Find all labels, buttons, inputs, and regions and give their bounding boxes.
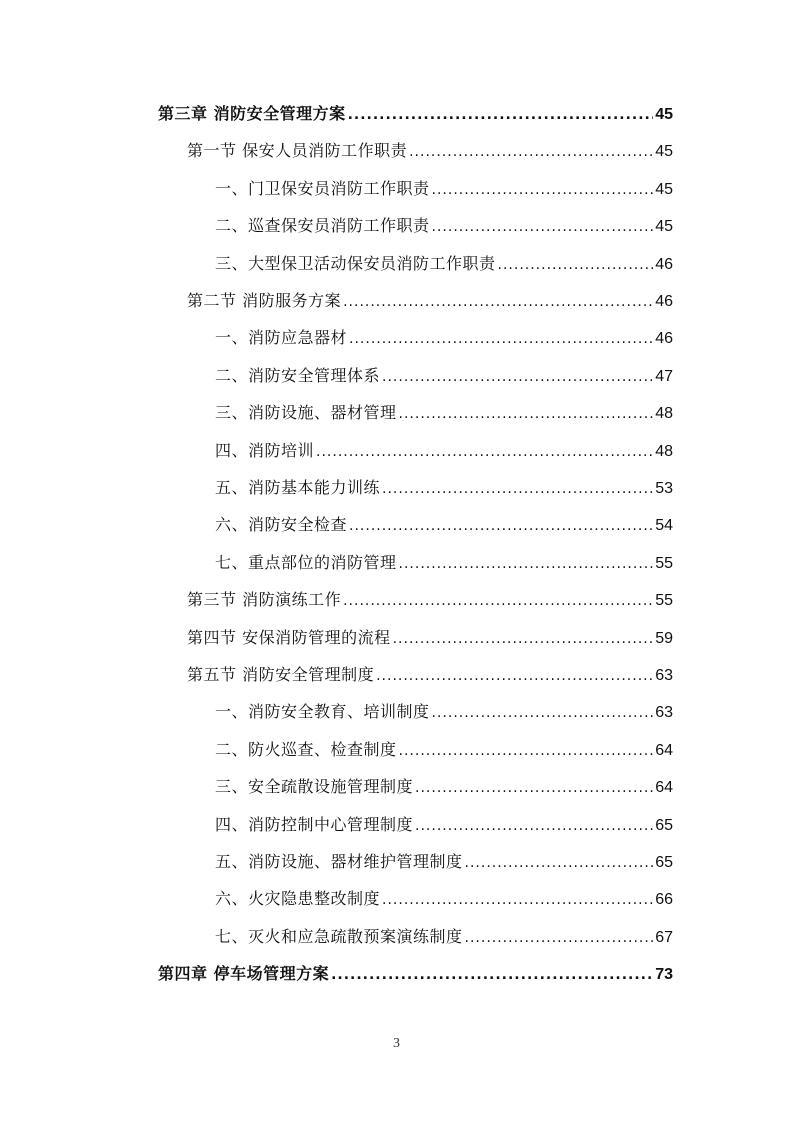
toc-entry-page: 47 [655,367,673,385]
toc-entry-title: 二、防火巡查、检查制度 [215,739,397,759]
toc-dot-leader [316,440,653,464]
toc-subsection-entry[interactable] [215,326,673,350]
toc-entry-page: 45 [655,106,673,123]
toc-subsection-entry[interactable] [215,700,673,724]
toc-entry-title: 第五节 消防安全管理制度 [187,665,375,684]
toc-subsection-entry[interactable] [215,775,673,799]
toc-entry-title: 一、消防应急器材 [215,328,348,348]
toc-entry-title: 第四节 安保消防管理的流程 [187,627,391,647]
toc-entry-title: 第三章 消防安全管理方案 [158,104,346,123]
toc-dot-leader [343,589,653,613]
toc-dot-leader [432,178,654,202]
toc-dot-leader [465,851,654,875]
toc-subsection-entry[interactable] [215,551,673,575]
toc-dot-leader [382,365,653,389]
toc-entry-page: 46 [655,293,673,310]
toc-entry-title: 一、消防安全教育、培训制度 [215,702,430,722]
toc-entry-page: 66 [655,891,673,909]
toc-dot-leader [376,664,653,688]
toc-dot-leader [432,701,654,725]
toc-dot-leader [382,477,653,501]
toc-dot-leader [498,253,654,277]
toc-dot-leader [399,402,654,426]
toc-entry-page: 55 [655,592,673,610]
toc-entry-page: 64 [655,741,673,759]
toc-dot-leader [465,926,654,950]
toc-entry-page: 45 [655,218,673,236]
toc-dot-leader [415,776,653,800]
toc-entry-title: 三、安全疏散设施管理制度 [215,777,414,797]
toc-dot-leader [349,514,653,538]
toc-entry-title: 七、灭火和应急疏散预案演练制度 [215,926,463,946]
toc-subsection-entry[interactable] [215,925,673,949]
toc-dot-leader [331,963,653,987]
toc-section-entry[interactable] [187,626,673,650]
toc-entry-page: 63 [655,667,673,684]
toc-entry-title: 七、重点部位的消防管理 [215,552,397,572]
toc-dot-leader [393,627,654,651]
toc-subsection-entry[interactable] [215,401,673,425]
toc-dot-leader [399,552,654,576]
toc-dot-leader [399,739,654,763]
toc-entry-title: 第三节 消防演练工作 [187,590,342,610]
toc-entry-title: 四、消防培训 [215,440,315,460]
toc-subsection-entry[interactable] [215,850,673,874]
toc-entry-page: 46 [655,330,673,348]
toc-entry-page: 65 [655,854,673,871]
toc-entry-page: 64 [655,779,673,797]
toc-subsection-entry[interactable] [215,738,673,762]
toc-subsection-entry[interactable] [215,439,673,463]
toc-entry-page: 73 [655,966,673,984]
toc-subsection-entry[interactable] [215,887,673,911]
toc-section-entry[interactable] [187,289,673,313]
toc-dot-leader [349,327,653,351]
toc-dot-leader [409,140,653,164]
toc-dot-leader [432,215,654,239]
toc-entry-page: 48 [655,442,673,460]
toc-entry-page: 55 [655,554,673,572]
toc-entry-page: 67 [655,928,673,946]
toc-dot-leader [415,814,653,838]
toc-entry-page: 59 [655,629,673,647]
toc-entry-title: 二、消防安全管理体系 [215,365,381,385]
toc-subsection-entry[interactable] [215,214,673,238]
toc-entry-page: 45 [655,143,673,161]
toc-entry-title: 六、火灾隐患整改制度 [215,889,381,909]
toc-entry-page: 45 [655,180,673,198]
toc-entry-page: 48 [655,405,673,423]
toc-dot-leader [382,888,653,912]
toc-entry-title: 第二节 消防服务方案 [187,291,342,310]
page-number: 3 [393,1036,400,1051]
toc-chapter-entry[interactable] [158,102,673,126]
toc-section-entry[interactable] [187,663,673,687]
toc-subsection-entry[interactable] [215,252,673,276]
toc-section-entry[interactable] [187,139,673,163]
toc-entry-title: 二、巡查保安员消防工作职责 [215,216,430,236]
toc-subsection-entry[interactable] [215,513,673,537]
toc-subsection-entry[interactable] [215,177,673,201]
toc-entry-title: 三、大型保卫活动保安员消防工作职责 [215,253,496,273]
toc-dot-leader [343,290,653,314]
toc-chapter-entry[interactable] [158,962,673,986]
toc-entry-page: 54 [655,517,673,535]
toc-entry-page: 65 [655,816,673,834]
toc-entry-page: 46 [655,255,673,273]
toc-dot-leader [348,103,654,127]
toc-entry-title: 四、消防控制中心管理制度 [215,814,414,834]
toc-entry-page: 53 [655,480,673,497]
toc-entry-title: 六、消防安全检查 [215,515,348,535]
toc-entry-page: 63 [655,704,673,722]
toc-entry-title: 第一节 保安人员消防工作职责 [187,141,408,161]
toc-subsection-entry[interactable] [215,813,673,837]
toc-entry-title: 一、门卫保安员消防工作职责 [215,178,430,198]
toc-entry-title: 五、消防设施、器材维护管理制度 [215,852,463,871]
toc-subsection-entry[interactable] [215,364,673,388]
toc-section-entry[interactable] [187,588,673,612]
toc-subsection-entry[interactable] [215,476,673,500]
toc-entry-title: 三、消防设施、器材管理 [215,403,397,423]
toc-entry-title: 五、消防基本能力训练 [215,478,381,497]
toc-entry-title: 第四章 停车场管理方案 [158,964,330,984]
